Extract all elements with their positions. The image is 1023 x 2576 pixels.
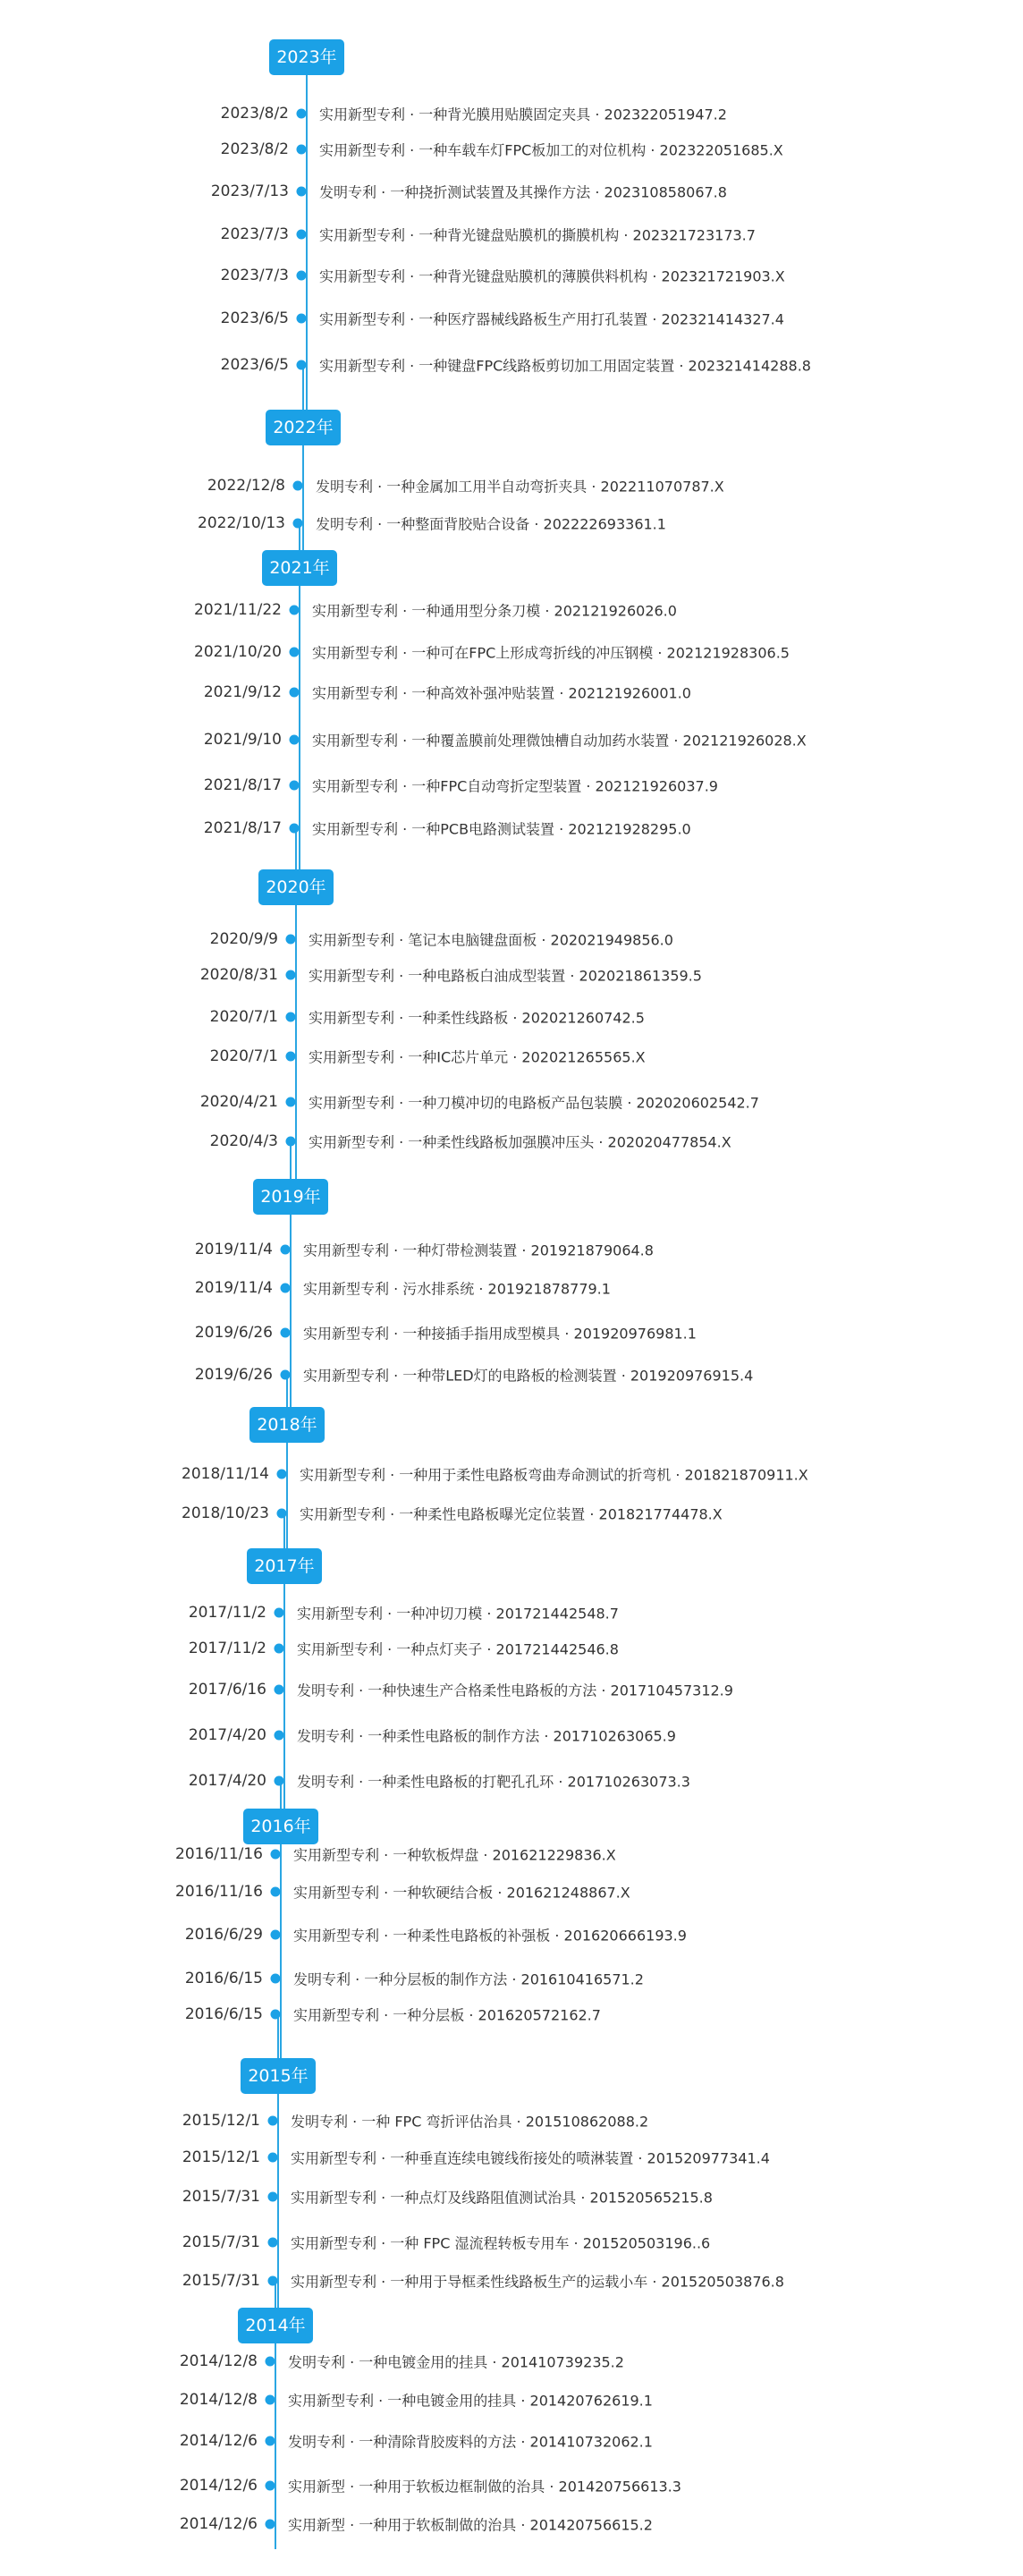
entry-date: 2017/4/20 [188, 1726, 266, 1744]
entry-date: 2014/12/8 [179, 2391, 258, 2409]
entry-description: 实用新型专利 · 一种用于柔性电路板弯曲寿命测试的折弯机 · 201821870911.X [300, 1466, 808, 1484]
entry-date: 2016/6/15 [184, 2005, 263, 2023]
entry-date: 2021/9/10 [203, 731, 282, 749]
entry-date: 2020/9/9 [209, 930, 278, 948]
entry-description: 发明专利 · 一种清除背胶废料的方法 · 201410732062.1 [288, 2433, 653, 2451]
timeline-line-segment [286, 1443, 288, 1548]
year-badge: 2023年 [269, 39, 344, 75]
entry-date: 2016/11/16 [175, 1845, 263, 1863]
timeline-dot [286, 1137, 296, 1147]
year-badge: 2021年 [262, 550, 337, 586]
timeline-dot [281, 1284, 291, 1293]
entry-date: 2023/8/2 [220, 140, 289, 158]
entry-date: 2021/8/17 [203, 819, 282, 837]
timeline-dot [286, 1013, 296, 1022]
timeline-dot [277, 1470, 287, 1479]
entry-date: 2023/7/3 [220, 267, 289, 284]
entry-date: 2023/7/13 [210, 182, 289, 200]
entry-date: 2020/4/3 [209, 1132, 278, 1150]
entry-description: 实用新型专利 · 一种刀模冲切的电路板产品包装膜 · 202020602542.7 [309, 1094, 759, 1112]
entry-date: 2015/12/1 [182, 2148, 260, 2166]
year-badge: 2014年 [238, 2308, 313, 2343]
entry-date: 2022/10/13 [198, 514, 285, 532]
entry-date: 2019/6/26 [194, 1324, 273, 1342]
timeline-line-segment [295, 905, 297, 1179]
entry-description: 实用新型专利 · 一种灯带检测装置 · 201921879064.8 [303, 1241, 654, 1259]
entry-date: 2023/6/5 [220, 356, 289, 374]
entry-description: 实用新型专利 · 一种分层板 · 201620572162.7 [293, 2006, 601, 2024]
entry-description: 发明专利 · 一种柔性电路板的制作方法 · 201710263065.9 [297, 1727, 676, 1745]
timeline-dot [266, 2481, 275, 2491]
entry-description: 实用新型专利 · 一种覆盖膜前处理微蚀槽自动加药水装置 · 202121926028.X [312, 732, 807, 750]
timeline-dot [268, 2116, 278, 2126]
entry-date: 2017/4/20 [188, 1772, 266, 1790]
timeline-dot [271, 1930, 281, 1940]
entry-description: 实用新型专利 · 一种点灯及线路阻值测试治具 · 201520565215.8 [291, 2189, 713, 2207]
timeline-dot [286, 1052, 296, 1062]
entry-description: 发明专利 · 一种金属加工用半自动弯折夹具 · 202211070787.X [316, 478, 724, 496]
timeline-dot [290, 824, 300, 834]
entry-date: 2015/12/1 [182, 2112, 260, 2130]
entry-date: 2016/11/16 [175, 1883, 263, 1901]
entry-description: 实用新型专利 · 一种 FPC 湿流程转板专用车 · 201520503196..6 [291, 2234, 711, 2252]
entry-description: 实用新型 · 一种用于软板制做的治具 · 201420756615.2 [288, 2516, 653, 2534]
timeline-dot [293, 481, 303, 491]
entry-description: 实用新型专利 · 一种冲切刀模 · 201721442548.7 [297, 1605, 619, 1623]
timeline-line-segment [280, 1844, 282, 2058]
timeline-dot [271, 1850, 281, 1860]
entry-date: 2019/11/4 [194, 1279, 273, 1297]
entry-date: 2018/10/23 [182, 1504, 269, 1522]
entry-description: 实用新型 · 一种用于软板边框制做的治具 · 201420756613.3 [288, 2478, 681, 2496]
entry-date: 2023/8/2 [220, 105, 289, 123]
entry-date: 2019/6/26 [194, 1366, 273, 1384]
timeline-dot [297, 145, 307, 155]
entry-date: 2015/7/31 [182, 2272, 260, 2290]
timeline-dot [297, 109, 307, 119]
entry-description: 实用新型专利 · 一种带LED灯的电路板的检测装置 · 201920976915.4 [303, 1367, 754, 1385]
timeline-line-segment [283, 1584, 285, 1809]
entry-description: 实用新型专利 · 一种软板焊盘 · 201621229836.X [293, 1846, 616, 1864]
entry-description: 发明专利 · 一种挠折测试装置及其操作方法 · 202310858067.8 [319, 183, 727, 201]
entry-description: 实用新型专利 · 一种用于导框柔性线路板生产的运载小车 · 201520503876.8 [291, 2273, 784, 2291]
year-badge: 2019年 [253, 1179, 328, 1215]
entry-date: 2017/11/2 [188, 1604, 266, 1622]
timeline-dot [286, 970, 296, 980]
entry-date: 2020/7/1 [209, 1008, 278, 1026]
timeline-dot [266, 2395, 275, 2405]
entry-date: 2017/6/16 [188, 1681, 266, 1699]
timeline-dot [297, 360, 307, 370]
entry-description: 实用新型专利 · 一种医疗器械线路板生产用打孔装置 · 202321414327.4 [319, 310, 784, 328]
timeline-dot [297, 230, 307, 240]
entry-description: 实用新型专利 · 一种柔性线路板 · 202021260742.5 [309, 1009, 645, 1027]
entry-date: 2016/6/29 [184, 1926, 263, 1944]
entry-description: 实用新型专利 · 一种电路板白油成型装置 · 202021861359.5 [309, 967, 702, 985]
entry-description: 发明专利 · 一种 FPC 弯折评估治具 · 201510862088.2 [291, 2113, 649, 2131]
timeline-dot [281, 1370, 291, 1380]
entry-description: 实用新型专利 · 一种车载车灯FPC板加工的对位机构 · 202322051685.X [319, 141, 783, 159]
year-badge: 2015年 [241, 2058, 316, 2094]
timeline-dot [297, 314, 307, 324]
entry-description: 实用新型专利 · 一种接插手指用成型模具 · 201920976981.1 [303, 1325, 697, 1343]
timeline-dot [297, 187, 307, 197]
entry-description: 实用新型专利 · 一种柔性线路板加强膜冲压头 · 202020477854.X [309, 1133, 731, 1151]
entry-date: 2022/12/8 [207, 477, 285, 495]
timeline-dot [275, 1776, 284, 1786]
timeline-dot [290, 606, 300, 615]
entry-description: 实用新型专利 · 一种键盘FPC线路板剪切加工用固定装置 · 202321414288.8 [319, 357, 811, 375]
entry-description: 实用新型专利 · 一种背光键盘贴膜机的薄膜供料机构 · 202321721903.X [319, 267, 785, 285]
entry-date: 2020/7/1 [209, 1047, 278, 1065]
year-badge: 2016年 [243, 1809, 318, 1844]
entry-description: 实用新型专利 · 一种背光键盘贴膜机的撕膜机构 · 202321723173.7 [319, 226, 756, 244]
timeline-dot [290, 688, 300, 698]
timeline-dot [266, 2357, 275, 2367]
entry-description: 发明专利 · 一种分层板的制作方法 · 201610416571.2 [293, 1970, 644, 1988]
entry-description: 实用新型专利 · 一种PCB电路测试装置 · 202121928295.0 [312, 820, 691, 838]
entry-date: 2015/7/31 [182, 2233, 260, 2251]
entry-description: 发明专利 · 一种快速生产合格柔性电路板的方法 · 201710457312.9 [297, 1682, 733, 1699]
timeline-dot [271, 1887, 281, 1897]
year-badge: 2020年 [258, 869, 334, 905]
timeline-dot [286, 1097, 296, 1107]
timeline-dot [268, 2192, 278, 2202]
entry-date: 2017/11/2 [188, 1640, 266, 1657]
entry-description: 发明专利 · 一种整面背胶贴合设备 · 202222693361.1 [316, 515, 666, 533]
entry-date: 2021/11/22 [194, 601, 282, 619]
timeline-line-segment [306, 75, 308, 410]
entry-date: 2023/6/5 [220, 309, 289, 327]
timeline-dot [286, 935, 296, 945]
entry-description: 实用新型专利 · 一种垂直连续电镀线衔接处的喷淋装置 · 201520977341.4 [291, 2149, 770, 2167]
entry-date: 2020/8/31 [199, 966, 278, 984]
timeline-dot [266, 2520, 275, 2529]
timeline-line-segment [290, 1215, 292, 1407]
timeline-dot [297, 271, 307, 281]
timeline-line-segment [277, 2014, 279, 2058]
entry-description: 实用新型专利 · 一种IC芯片单元 · 202021265565.X [309, 1048, 646, 1066]
timeline-dot [266, 2436, 275, 2446]
entry-description: 实用新型专利 · 一种软硬结合板 · 201621248867.X [293, 1884, 630, 1902]
timeline-dot [275, 1644, 284, 1654]
timeline-line-segment [302, 445, 304, 550]
timeline-dot [293, 519, 303, 529]
timeline-line-segment [286, 1375, 288, 1407]
entry-date: 2014/12/8 [179, 2352, 258, 2370]
entry-date: 2023/7/3 [220, 225, 289, 243]
entry-description: 发明专利 · 一种电镀金用的挂具 · 201410739235.2 [288, 2353, 624, 2371]
year-badge: 2017年 [247, 1548, 322, 1584]
timeline-dot [268, 2153, 278, 2163]
timeline-line-segment [295, 828, 297, 869]
entry-description: 实用新型专利 · 一种柔性电路板的补强板 · 201620666193.9 [293, 1927, 687, 1945]
timeline-dot [271, 1974, 281, 1984]
timeline-line-segment [277, 2094, 279, 2308]
entry-description: 实用新型专利 · 一种FPC自动弯折定型装置 · 202121926037.9 [312, 777, 718, 795]
entry-date: 2014/12/6 [179, 2515, 258, 2533]
entry-description: 发明专利 · 一种柔性电路板的打靶孔孔环 · 201710263073.3 [297, 1773, 690, 1791]
entry-description: 实用新型专利 · 一种电镀金用的挂具 · 201420762619.1 [288, 2392, 653, 2410]
timeline-dot [268, 2238, 278, 2248]
entry-description: 实用新型专利 · 一种通用型分条刀模 · 202121926026.0 [312, 602, 677, 620]
timeline-line-segment [290, 1141, 292, 1179]
entry-date: 2021/8/17 [203, 776, 282, 794]
timeline-line-segment [302, 365, 304, 410]
timeline-dot [277, 1509, 287, 1519]
timeline-dot [275, 1731, 284, 1741]
entry-date: 2018/11/14 [182, 1465, 269, 1483]
entry-date: 2019/11/4 [194, 1241, 273, 1258]
year-badge: 2018年 [249, 1407, 325, 1443]
entry-date: 2021/9/12 [203, 683, 282, 701]
timeline-dot [290, 648, 300, 657]
timeline-dot [290, 781, 300, 791]
timeline-dot [271, 2010, 281, 2020]
entry-description: 实用新型专利 · 一种可在FPC上形成弯折线的冲压钢模 · 202121928306.5 [312, 644, 790, 662]
entry-description: 实用新型专利 · 一种点灯夹子 · 201721442546.8 [297, 1640, 619, 1658]
entry-date: 2020/4/21 [199, 1093, 278, 1111]
entry-description: 实用新型专利 · 一种柔性电路板曝光定位装置 · 201821774478.X [300, 1505, 723, 1523]
entry-date: 2015/7/31 [182, 2188, 260, 2206]
timeline-line-segment [275, 2343, 276, 2549]
entry-date: 2014/12/6 [179, 2477, 258, 2495]
timeline-dot [290, 735, 300, 745]
timeline-dot [275, 1608, 284, 1618]
entry-description: 实用新型专利 · 一种高效补强冲贴装置 · 202121926001.0 [312, 684, 691, 702]
timeline-dot [281, 1328, 291, 1338]
year-badge: 2022年 [266, 410, 341, 445]
entry-date: 2021/10/20 [194, 643, 282, 661]
entry-description: 实用新型专利 · 一种背光膜用贴膜固定夹具 · 202322051947.2 [319, 106, 727, 123]
timeline-dot [268, 2276, 278, 2286]
entry-date: 2014/12/6 [179, 2432, 258, 2450]
entry-description: 实用新型专利 · 笔记本电脑键盘面板 · 202021949856.0 [309, 931, 673, 949]
timeline-dot [281, 1245, 291, 1255]
entry-description: 实用新型专利 · 污水排系统 · 201921878779.1 [303, 1280, 611, 1298]
timeline-dot [275, 1685, 284, 1695]
entry-date: 2016/6/15 [184, 1970, 263, 1987]
timeline-line-segment [283, 1513, 285, 1548]
